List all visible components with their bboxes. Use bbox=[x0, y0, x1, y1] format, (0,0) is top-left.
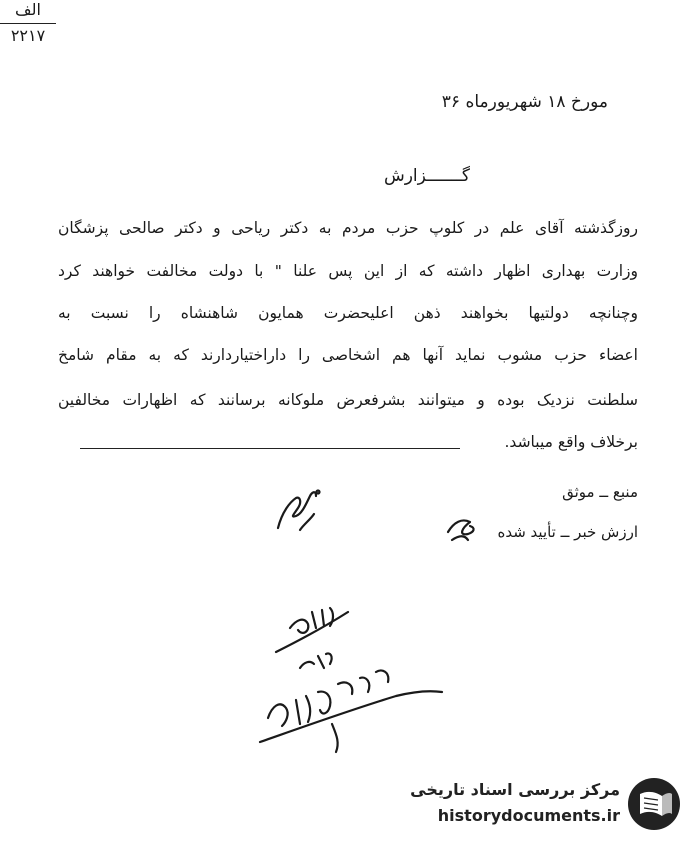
body-line: برخلاف واقع میباشد. bbox=[504, 433, 638, 451]
source-line: منبع ــ موثق bbox=[562, 483, 638, 501]
archive-logo-icon bbox=[626, 776, 682, 832]
news-valuation-line: ارزش خبر ــ تأیید شده bbox=[497, 523, 638, 541]
body-line: روزگذشته آقای علم در کلوپ حزب مردم به دکتر ریاحی و دکتر صالحی پزشگان bbox=[58, 219, 638, 237]
body-line: سلطنت نزدیک بوده و میتوانند بشرفعرض ملوکانه برسانند که اظهارات مخالفین bbox=[58, 391, 638, 409]
series-label: الف bbox=[15, 0, 41, 19]
document-date: مورخ ۱۸ شهریورماه ۳۶ bbox=[441, 92, 608, 112]
body-line: وزارت بهداری اظهار داشته که از این پس علنا " با دولت مخالفت خواهند کرد bbox=[58, 262, 638, 280]
handwritten-note-b bbox=[276, 608, 348, 668]
archive-watermark bbox=[402, 776, 682, 834]
report-title: گـــــــزارش bbox=[383, 166, 470, 186]
document-number: ۲۲۱۷ bbox=[0, 23, 56, 45]
handwritten-note-d bbox=[260, 670, 442, 752]
watermark-url: historydocuments.ir bbox=[437, 806, 620, 825]
watermark-name: مرکز بررسی اسناد تاریخی bbox=[410, 780, 620, 799]
paraph-mark bbox=[448, 520, 474, 540]
body-line: اعضاء حزب مشوب نماید آنها هم اشخاصی را داراختیاردارند که به مقام شامخ bbox=[58, 346, 638, 364]
body-line: وچنانچه دولتیها بخواهند ذهن اعلیحضرت همایون شاهنشاه را نسبت به bbox=[58, 304, 638, 322]
handwritten-note-a bbox=[278, 491, 320, 531]
